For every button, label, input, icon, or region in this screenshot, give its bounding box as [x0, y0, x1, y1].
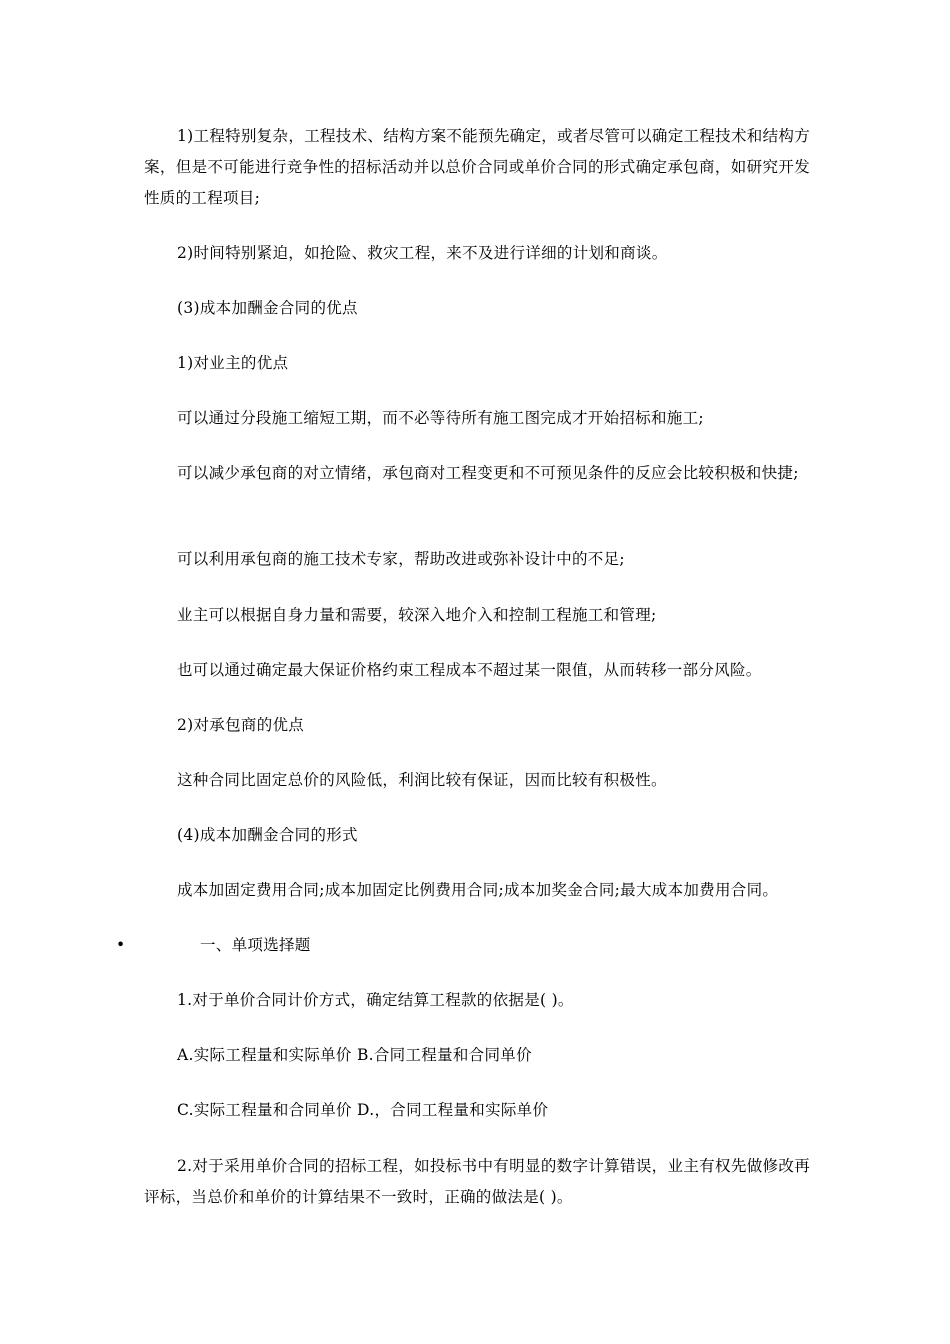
paragraph-contract-forms: 成本加固定费用合同;成本加固定比例费用合同;成本加奖金合同;最大成本加费用合同。	[177, 881, 779, 899]
section-title-single-choice: 一、单项选择题	[200, 936, 311, 954]
question-1-options-cd: C.实际工程量和合同单价 D.，合同工程量和实际单价	[177, 1101, 549, 1119]
paragraph-owner-advantage-5: 也可以通过确定最大保证价格约束工程成本不超过某一限值，从而转移一部分风险。	[177, 661, 762, 679]
section-heading-forms: (4)成本加酬金合同的形式	[177, 826, 358, 844]
paragraph-owner-advantage-2: 可以减少承包商的对立情绪，承包商对工程变更和不可预见条件的反应会比较积极和快捷;	[177, 464, 799, 482]
bullet-dot-icon: •	[116, 936, 126, 954]
paragraph-conditions-1: 1)工程特别复杂，工程技术、结构方案不能预先确定，或者尽管可以确定工程技术和结构方案，但是不可能进行竞争性的招标活动并以总价合同或单价合同的形式确定承包商，如研究开发性质的工程项目;	[144, 127, 810, 207]
section-heading-advantages: (3)成本加酬金合同的优点	[177, 299, 358, 317]
paragraph-owner-advantage-1: 可以通过分段施工缩短工期，而不必等待所有施工图完成才开始招标和施工;	[177, 409, 704, 427]
subheading-contractor-advantages: 2)对承包商的优点	[177, 716, 305, 734]
paragraph-owner-advantage-4: 业主可以根据自身力量和需要，较深入地介入和控制工程施工和管理;	[177, 606, 657, 624]
question-2: 2.对于采用单价合同的招标工程，如投标书中有明显的数字计算错误，业主有权先做修改再评标，当总价和单价的计算结果不一致时，正确的做法是( )。	[144, 1157, 810, 1206]
bullet-section-heading	[116, 930, 816, 961]
paragraph-conditions-2: 2)时间特别紧迫，如抢险、救灾工程，来不及进行详细的计划和商谈。	[177, 244, 668, 262]
question-1-options-ab: A.实际工程量和实际单价 B.合同工程量和合同单价	[177, 1046, 532, 1064]
subheading-owner-advantages: 1)对业主的优点	[177, 354, 289, 372]
paragraph-contractor-advantage: 这种合同比固定总价的风险低，利润比较有保证，因而比较有积极性。	[177, 771, 667, 789]
question-1: 1.对于单价合同计价方式，确定结算工程款的依据是( )。	[177, 991, 574, 1009]
paragraph-owner-advantage-3: 可以利用承包商的施工技术专家，帮助改进或弥补设计中的不足;	[177, 550, 625, 568]
